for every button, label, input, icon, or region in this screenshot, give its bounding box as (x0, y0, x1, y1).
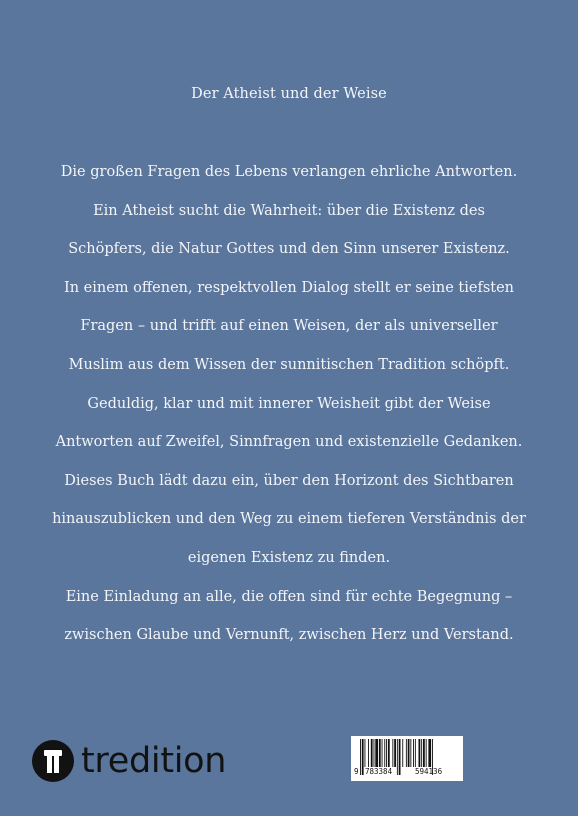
barcode-bar (392, 739, 393, 767)
blurb-line: Fragen – und trifft auf einen Weisen, der als universeller (80, 318, 498, 335)
blurb-line: Ein Atheist sucht die Wahrheit: über die Existenz des (93, 202, 485, 219)
barcode-bar (423, 739, 425, 767)
blurb-line: Schöpfers, die Natur Gottes und den Sinn unserer Existenz. (68, 241, 510, 258)
isbn-group-1: 783384 (365, 767, 393, 776)
isbn-digits (351, 767, 463, 779)
blurb-line: zwischen Glaube und Vernunft, zwischen Herz und Verstand. (64, 627, 514, 644)
barcode-bar (408, 739, 410, 767)
blurb-line: In einem offenen, respektvollen Dialog stellt er seine tiefsten (63, 279, 515, 296)
blurb-line: Geduldig, klar und mit innerer Weisheit gibt der Weise (87, 395, 491, 412)
blurb-line: Die großen Fragen des Lebens verlangen ehrliche Antworten. (60, 164, 518, 180)
barcode-bar (402, 739, 403, 767)
barcode-bar (428, 739, 431, 767)
barcode-bar (382, 739, 383, 767)
barcode-bar (421, 739, 422, 767)
barcode-bar (388, 739, 390, 767)
barcode-bar (410, 739, 411, 767)
blurb-line: eigenen Existenz zu finden. (187, 549, 391, 566)
barcode-bar (365, 739, 366, 767)
blurb-line: Dieses Buch lädt dazu ein, über den Horizont des Sichtbaren (64, 472, 514, 489)
tredition-logo-icon (32, 740, 74, 782)
barcode-bar (413, 739, 414, 767)
barcode-bar (374, 739, 375, 767)
blurb-text (40, 162, 538, 664)
isbn-prefix-digit: 9 (354, 767, 359, 776)
barcode-bar (394, 739, 396, 767)
barcode-bar (426, 739, 427, 767)
barcode-bar (368, 739, 369, 767)
blurb-line: Eine Einladung an alle, die offen sind für echte Begegnung – (65, 588, 513, 605)
isbn-barcode (351, 736, 463, 781)
publisher-name: tredition (81, 741, 227, 781)
blurb-line: Muslim aus dem Wissen der sunnitischen Tradition schöpft. (68, 356, 510, 373)
barcode-bar (384, 739, 385, 767)
blurb-line: Antworten auf Zweifel, Sinnfragen und existenzielle Gedanken. (55, 434, 523, 451)
barcode-bar (419, 739, 421, 767)
barcode-bar (375, 739, 378, 767)
publisher-logo (32, 739, 226, 783)
book-title: Der Atheist und der Weise (191, 86, 387, 102)
barcode-bar (379, 739, 381, 767)
blurb-line: hinauszublicken und den Weg zu einem tieferen Verständnis der (52, 511, 526, 528)
barcode-bar (406, 739, 407, 767)
barcode-bar (386, 739, 387, 767)
isbn-group-2: 594136 (415, 767, 443, 776)
barcode-bar (415, 739, 416, 767)
barcode-bar (371, 739, 373, 767)
